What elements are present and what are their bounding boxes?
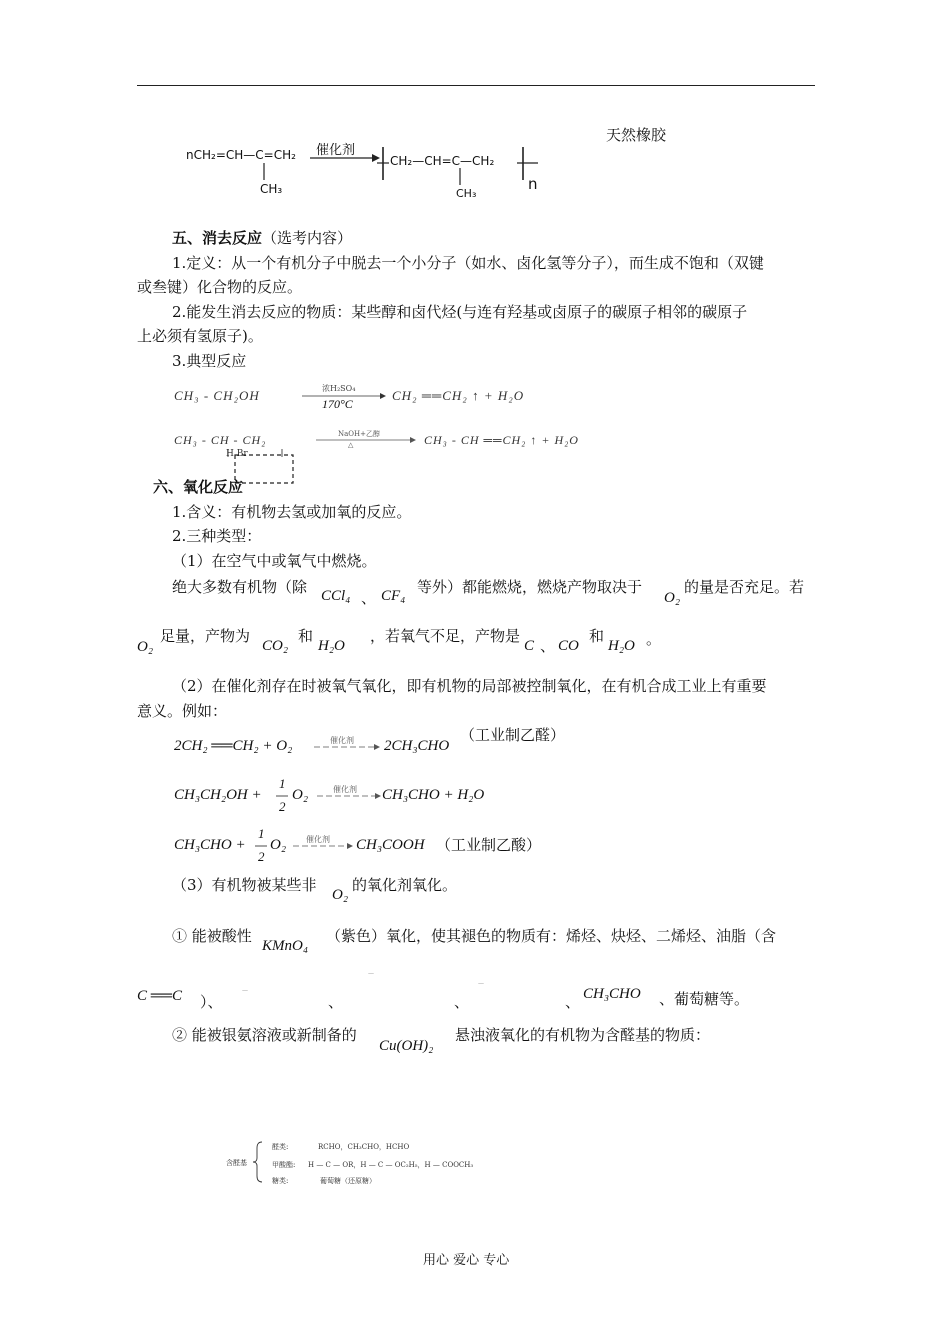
page-footer: 用心 爱心 专心 <box>423 1253 510 1268</box>
section5-p1-line2: 或叁键）化合物的反应。 <box>137 278 303 296</box>
section6-p2: 2.三种类型： <box>172 527 262 545</box>
degree-n: n <box>528 175 538 193</box>
brace-shape <box>252 1140 266 1184</box>
polymer-unit: CH₂—CH=C—CH₂ <box>390 154 495 168</box>
natural-rubber-label: 天然橡胶 <box>606 126 667 144</box>
monomer-branch: CH₃ <box>260 182 283 196</box>
catalyst-label: 催化剂 <box>316 143 356 158</box>
note-acetaldehyde: （工业制乙醛） <box>460 726 566 744</box>
note-acetic-acid: （工业制乙酸） <box>436 836 542 854</box>
polymer-branch: CH₃ <box>456 187 477 200</box>
monomer-formula: nCH₂=CH—C=CH₂ <box>186 148 296 162</box>
section6-t2-line1: （2）在催化剂存在时被氧气氧化，即有机物的局部被控制氧化，在有机合成工业上有重要 <box>172 677 767 695</box>
faint-formula-2: — <box>368 970 374 977</box>
faint-formula-3: — <box>478 980 484 987</box>
section5-title: 五、消去反应（选考内容） <box>172 229 353 247</box>
section6-p1: 1.含义：有机物去氢或加氧的反应。 <box>172 503 412 521</box>
section5-p2-line2: 上必须有氢原子)。 <box>137 327 263 345</box>
section6-t1: （1）在空气中或氧气中燃烧。 <box>172 552 377 570</box>
section5-p2-line1: 2.能发生消去反应的物质：某些醇和卤代烃(与连有羟基或卤原子的碳原子相邻的碳原子 <box>172 303 748 321</box>
section5-p1-line1: 1.定义：从一个有机分子中脱去一个小分子（如水、卤化氢等分子），而生成不饱和（双键 <box>172 254 764 272</box>
faint-formula-1: — <box>242 987 248 994</box>
section5-p3: 3.典型反应 <box>172 352 247 370</box>
section6-title: 六、氧化反应 <box>153 478 244 496</box>
section6-t2-line2: 意义。例如： <box>137 702 228 720</box>
